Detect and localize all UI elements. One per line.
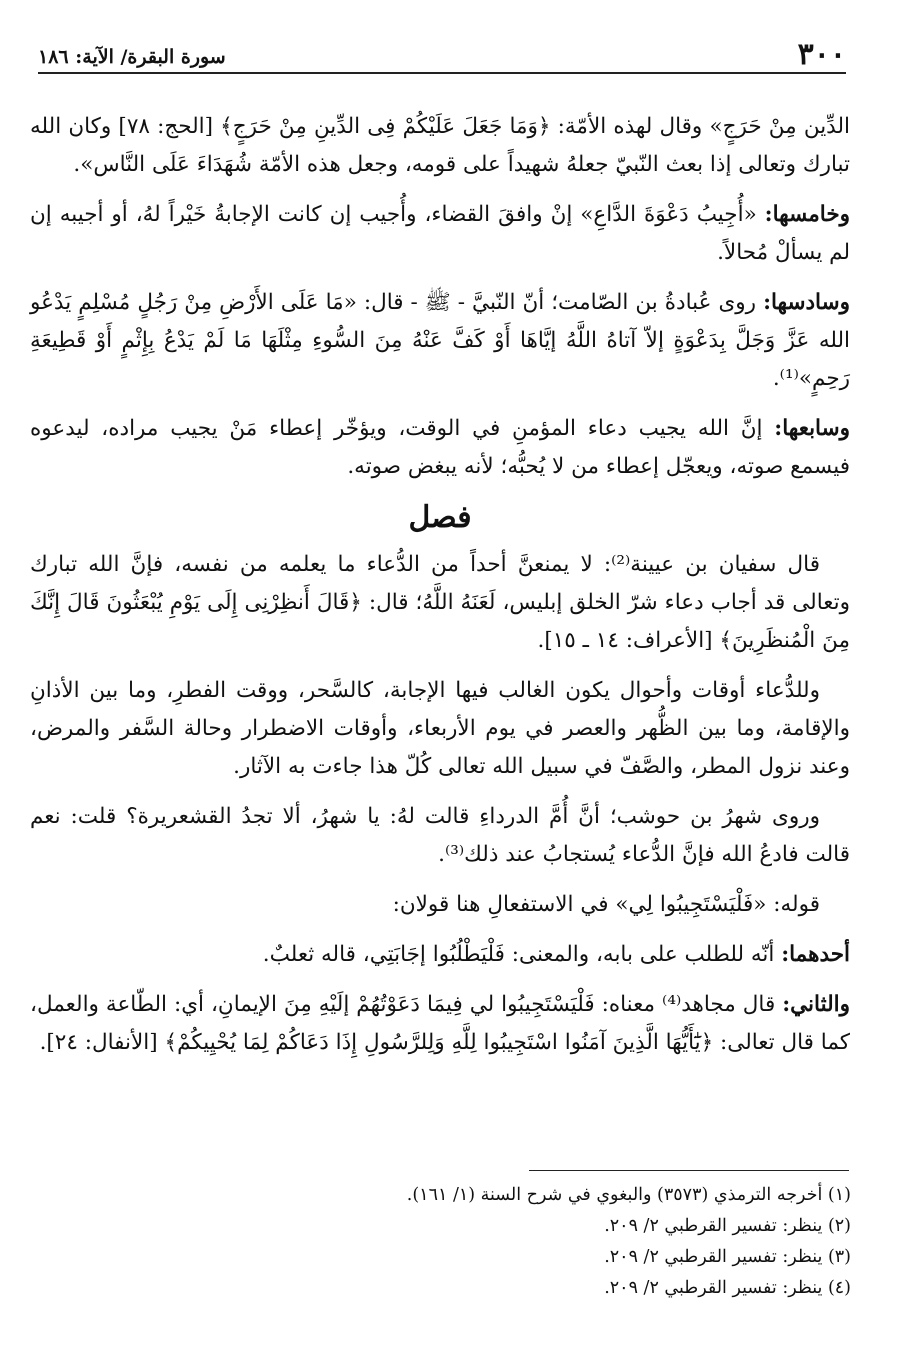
footnotes <box>91 1180 851 1304</box>
paragraph <box>30 546 850 660</box>
paragraph <box>30 284 850 398</box>
paragraph-text: قال مجاهد⁽⁴⁾ معناه: فَلْيَسْتَجِيبُوا لي فِيمَا دَعَوْتُهُمْ إلَيْهِ مِنَ الإيمانِ، أي: الطّاعة والعمل، كما قال تعالى: ﴿يَٰٓأَيُّهَا الَّذِينَ آمَنُوا اسْتَجِيبُوا لِلَّهِ وَلِلرَّسُولِ إِذَا دَعَاكُمْ لِمَا يُحْيِيكُمْ﴾ [الأنفال: ٢٤]. <box>30 992 850 1055</box>
footnote: (٤) ينظر: تفسير القرطبي ٢/ ٢٠٩. <box>604 1278 851 1298</box>
section-heading: فصل <box>408 500 472 535</box>
paragraph-text: الدِّين مِنْ حَرَجٍ» وقال لهذه الأمّة: ﴿وَمَا جَعَلَ عَلَيْكُمْ فِى الدِّينِ مِنْ حَرَجٍ﴾ [الحج: ٧٨] وكان الله تبارك وتعالى إذا بعث النّبيّ جعلهُ شهيداً على قومه، وجعل هذه الأمّة شُهَدَاءَ عَلَى النَّاس». <box>30 114 850 177</box>
paragraph <box>30 672 850 786</box>
paragraph-lead: والثاني: <box>782 992 850 1017</box>
paragraph-text: قال سفيان بن عيينة⁽²⁾: لا يمنعنَّ أحداً من الدُّعاء ما يعلمه من نفسه، فإنَّ الله تبارك وتعالى قد أجاب دعاء شرّ الخلق إبليس، لَعَنَهُ اللَّهُ؛ قال: ﴿قَالَ أَنظِرْنِى إِلَى يَوْمِ يُبْعَثُونَ قَالَ إِنَّكَ مِنَ الْمُنظَرِينَ﴾ [الأعراف: ١٤ ـ ١٥]. <box>30 552 850 653</box>
paragraph <box>30 798 850 874</box>
paragraph-text: وروى شهرُ بن حوشب؛ أنَّ أُمَّ الدرداءِ قالت لهُ: يا شهرُ، ألا تجدُ القشعريرة؟ قلت: نعم قالت فادعُ الله فإنَّ الدُّعاء يُستجابُ عند ذلك⁽³⁾. <box>30 804 850 867</box>
paragraph <box>30 108 850 184</box>
footnote: (٢) ينظر: تفسير القرطبي ٢/ ٢٠٩. <box>604 1216 851 1236</box>
paragraph-lead: وسادسها: <box>763 290 850 315</box>
footnote: (١) أخرجه الترمذي (٣٥٧٣) والبغوي في شرح السنة (١/ ١٦١). <box>406 1185 851 1205</box>
paragraph-lead: أحدهما: <box>781 942 850 967</box>
paragraph-text: وللدُّعاء أوقات وأحوال يكون الغالب فيها الإجابة، كالسَّحر، ووقت الفطرِ، وما بين الأذانِ والإقامة، وما بين الظُّهر والعصر في يوم الأربعاء، وأوقات الاضطرار وحالة السَّفر والمرض، وعند نزول المطر، والصَّفّ في سبيل الله تعالى كُلّ هذا جاءت به الآثار. <box>30 678 850 779</box>
page-header <box>38 32 846 74</box>
paragraph <box>30 410 850 486</box>
page-body <box>30 108 850 1074</box>
paragraph <box>30 886 850 924</box>
paragraph-text: أنّه للطلب على بابه، والمعنى: فَلْيَطْلُبُوا إجَابَتِي، قاله ثعلبٌ. <box>262 942 782 967</box>
paragraph-text: روى عُبادةُ بن الصّامت؛ أنّ النّبيَّ - ﷺ - قال: «مَا عَلَى الأَرْضِ مِنْ رَجُلٍ مُسْلِمٍ يَدْعُو الله عَزَّ وَجَلَّ بِدَعْوَةٍ إلاّ آتاهُ اللَّهُ إيَّاهَا أَوْ كَفَّ عَنْهُ مِنَ السُّوءِ مِثْلَهَا مَا لَمْ يَدْعُ بِإِثْمٍ أَوْ قَطِيعَةِ رَحِمٍ»⁽¹⁾. <box>30 290 850 391</box>
paragraph <box>30 936 850 974</box>
running-title: سورة البقرة/ الآية: ١٨٦ <box>38 46 226 68</box>
paragraph <box>30 986 850 1062</box>
paragraph-lead: وخامسها: <box>764 202 850 227</box>
footnote-separator <box>529 1170 849 1171</box>
paragraph <box>30 196 850 272</box>
paragraph-text: «أُجِيبُ دَعْوَةَ الدَّاعِ» إنْ وافقَ القضاء، وأُجيب إن كانت الإجابةُ خَيْراً لهُ، أو أجيبه إن لم يسألْ مُحالاً. <box>30 202 850 265</box>
footnote: (٣) ينظر: تفسير القرطبي ٢/ ٢٠٩. <box>604 1247 851 1267</box>
paragraph-text: إنَّ الله يجيب دعاء المؤمنِ في الوقت، ويؤخّر إعطاء مَنْ يجيب مراده، ليدعوه فيسمع صوته، ويعجّل إعطاء من لا يُحبُّه؛ لأنه يبغض صوته. <box>30 416 850 479</box>
paragraph-text: قوله: «فَلْيَسْتَجِيبُوا لِي» في الاستفعالِ هنا قولان: <box>392 892 820 917</box>
page-number: ٣٠٠ <box>797 37 846 72</box>
paragraph-lead: وسابعها: <box>774 416 850 441</box>
